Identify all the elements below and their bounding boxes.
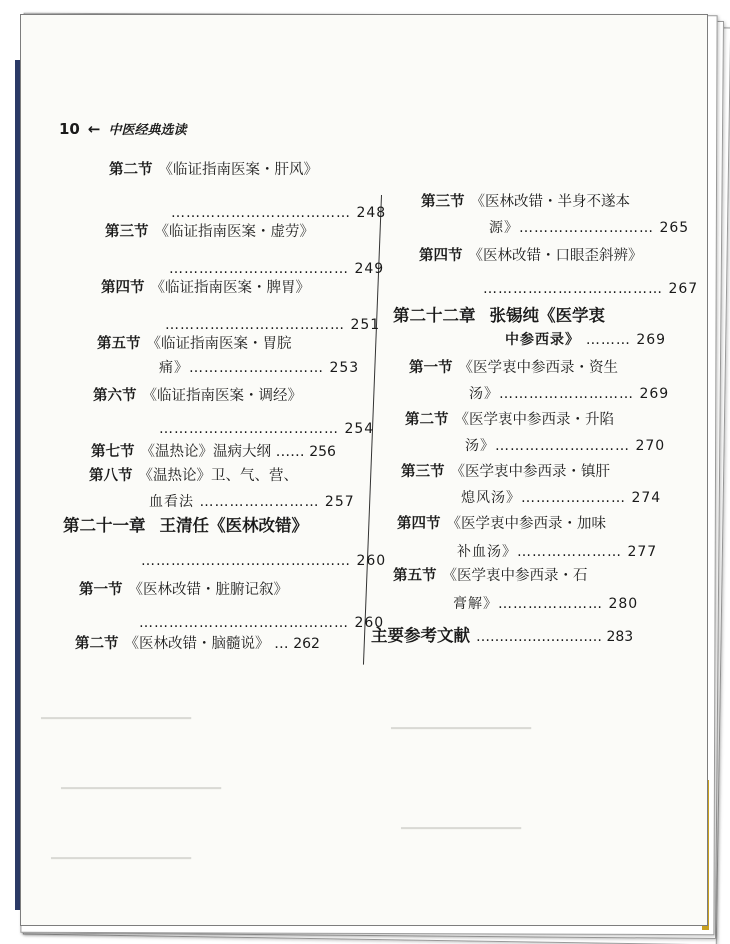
- entry-title: 《临证指南医案・调经》: [142, 388, 302, 404]
- page-ref: 274: [631, 490, 662, 506]
- toc-entry: [93, 387, 302, 407]
- entry-continuation: 源》: [489, 220, 519, 236]
- section-label: 第四节: [101, 280, 145, 296]
- page-ref: 267: [668, 281, 699, 297]
- entry-title: 《临证指南医案・胃脘: [146, 336, 292, 352]
- page-header: [59, 119, 186, 138]
- section-label: 第五节: [393, 568, 437, 584]
- section-label: 第二节: [405, 412, 449, 428]
- entry-continuation: 血看法: [149, 494, 194, 510]
- toc-leader: 中参西录》 ……… 269: [505, 332, 667, 348]
- arrow-left-icon: ←: [87, 119, 101, 138]
- toc-entry: 第二节 《医林改错・脑髓说》 … 262: [75, 636, 320, 652]
- toc-leader: ……………………………… 249: [169, 261, 385, 277]
- toc-leader: 源》……………………… 265: [489, 220, 690, 236]
- toc-entry: [101, 279, 310, 299]
- section-label: 第三节: [105, 224, 149, 240]
- entry-title: 《医林改错・脑髓说》: [124, 636, 270, 652]
- entry-title: 《医学衷中参西录・镇肝: [450, 464, 610, 480]
- page-ref: 251: [350, 317, 381, 333]
- section-label: 第四节: [397, 516, 441, 532]
- entry-title: 《温热论》卫、气、营、: [138, 468, 298, 484]
- toc-entry: [109, 161, 318, 181]
- show-through-text: ▁▁▁▁▁▁▁▁▁▁▁▁▁▁▁▁: [61, 775, 221, 790]
- page-ref: 260: [356, 553, 387, 569]
- page-ref: 253: [329, 360, 360, 376]
- entry-continuation: 汤》: [469, 386, 499, 402]
- section-label: 第六节: [93, 388, 137, 404]
- toc-leader: 补血汤》………………… 277: [457, 544, 658, 560]
- chapter-title: 王清任《医林改错》: [159, 516, 308, 535]
- page-ref: 270: [635, 438, 666, 454]
- page-ref: 260: [354, 615, 385, 631]
- show-through-text: ▁▁▁▁▁▁▁▁▁▁▁▁▁▁: [51, 845, 191, 860]
- toc-leader: …………………………………… 260: [139, 615, 385, 631]
- page-ref: 249: [354, 261, 385, 277]
- entry-continuation: 膏解》: [453, 596, 498, 612]
- entry-title: 《临证指南医案・脾胃》: [150, 280, 310, 296]
- section-label: 第二节: [109, 162, 153, 178]
- page-number: 10: [59, 119, 80, 138]
- page-ref: 280: [608, 596, 639, 612]
- chapter-title: 张锡纯《医学衷: [489, 306, 605, 325]
- toc-leader: ……………………………… 248: [171, 205, 387, 221]
- toc-leader: 汤》……………………… 270: [465, 438, 666, 454]
- section-label: 第四节: [419, 248, 463, 264]
- entry-title: 《医学衷中参西录・升陷: [454, 412, 614, 428]
- page-ref: 248: [356, 205, 387, 221]
- entry-continuation: 痛》: [159, 360, 189, 376]
- section-label: 第三节: [401, 464, 445, 480]
- toc-leader: 熄风汤》………………… 274: [461, 490, 662, 506]
- page-ref: 283: [606, 629, 634, 645]
- page-ref: 256: [309, 444, 336, 460]
- entry-title: 《临证指南医案・虚劳》: [154, 224, 314, 240]
- show-through-text: ▁▁▁▁▁▁▁▁▁▁▁▁▁▁▁: [41, 705, 191, 720]
- show-through-text: ▁▁▁▁▁▁▁▁▁▁▁▁▁▁: [391, 715, 531, 730]
- toc-entry: [105, 223, 314, 243]
- book-page: [20, 14, 708, 926]
- page-ref: 257: [324, 494, 355, 510]
- entry-title: 《医学衷中参西录・加味: [446, 516, 606, 532]
- chapter-continuation: 中参西录》: [505, 332, 580, 348]
- toc-entry: [409, 359, 618, 379]
- references-label: 主要参考文献: [371, 626, 470, 645]
- toc-leader: ……………………………… 254: [159, 421, 375, 437]
- page-ref: 254: [344, 421, 375, 437]
- page-ref: 277: [627, 544, 658, 560]
- toc-entry: [97, 335, 292, 355]
- toc-entry: [79, 581, 288, 601]
- toc-leader: ……………………………… 251: [165, 317, 381, 333]
- section-label: 第五节: [97, 336, 141, 352]
- toc-entry: [393, 567, 588, 587]
- toc-leader: 汤》……………………… 269: [469, 386, 670, 402]
- section-label: 第一节: [79, 582, 123, 598]
- references-entry: 主要参考文献 ……………………… 283: [371, 626, 634, 645]
- entry-continuation: 汤》: [465, 438, 495, 454]
- page-ref: 269: [639, 386, 670, 402]
- entry-title: 《医林改错・脏腑记叙》: [128, 582, 288, 598]
- toc-entry: 第七节 《温热论》温病大纲 …… 256: [91, 444, 336, 460]
- entry-continuation: 补血汤》: [457, 544, 517, 560]
- toc-entry: [401, 463, 610, 483]
- toc-entry: [421, 193, 630, 213]
- chapter-entry: [393, 305, 605, 327]
- toc-entry: [405, 411, 614, 431]
- book-title: 中医经典选读: [108, 123, 187, 138]
- toc-leader: 痛》……………………… 253: [159, 360, 360, 376]
- toc-entry: [397, 515, 606, 535]
- toc-entry: [89, 467, 298, 487]
- page-ref: 269: [636, 332, 667, 348]
- entry-title: 《医学衷中参西录・资生: [458, 360, 618, 376]
- entry-title: 《医林改错・口眼歪斜辨》: [468, 248, 643, 264]
- toc-entry: [419, 247, 643, 267]
- entry-title: 《医学衷中参西录・石: [442, 568, 588, 584]
- toc-leader: …………………………………… 260: [141, 553, 387, 569]
- section-label: 第二节: [75, 636, 119, 652]
- page-ref: 262: [293, 636, 320, 652]
- entry-continuation: 熄风汤》: [461, 490, 521, 506]
- toc-leader: 膏解》………………… 280: [453, 596, 639, 612]
- chapter-label: 第二十一章: [63, 516, 146, 535]
- page-ref: 265: [659, 220, 690, 236]
- section-label: 第一节: [409, 360, 453, 376]
- chapter-label: 第二十二章: [393, 306, 476, 325]
- entry-title: 《医林改错・半身不遂本: [470, 194, 630, 210]
- section-label: 第三节: [421, 194, 465, 210]
- chapter-entry: [63, 515, 308, 537]
- section-label: 第七节: [91, 444, 135, 460]
- entry-title: 《温热论》温病大纲: [140, 444, 271, 460]
- show-through-text: ▁▁▁▁▁▁▁▁▁▁▁▁: [401, 815, 521, 830]
- section-label: 第八节: [89, 468, 133, 484]
- toc-leader: ……………………………… 267: [483, 281, 699, 297]
- entry-title: 《临证指南医案・肝风》: [158, 162, 318, 178]
- toc-leader: 血看法 …………………… 257: [149, 494, 355, 510]
